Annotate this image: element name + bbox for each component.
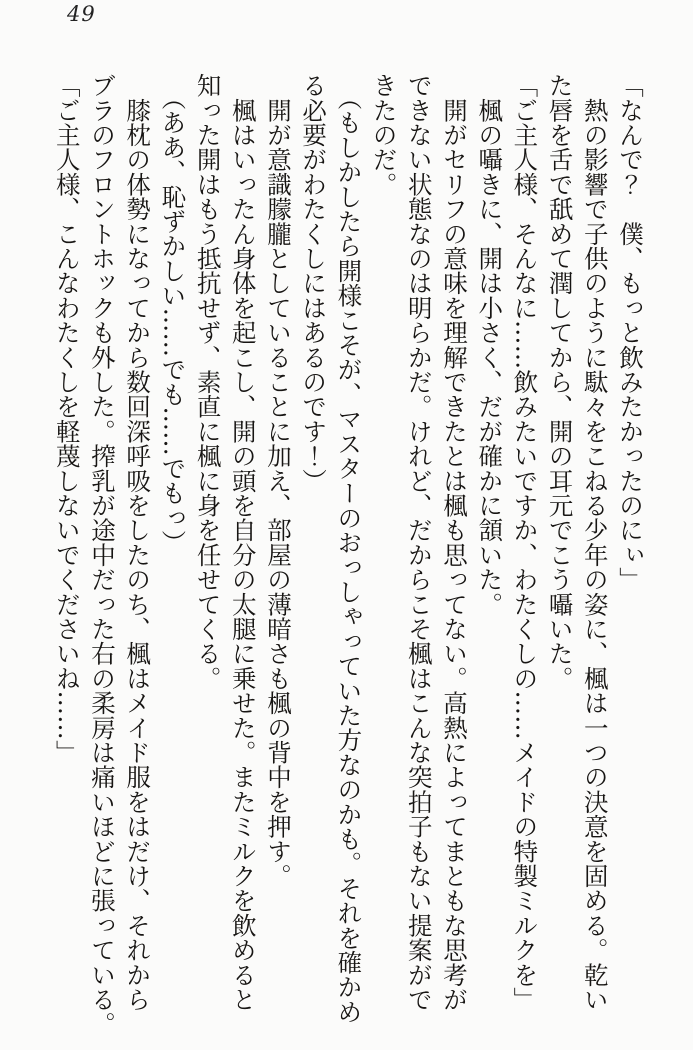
text-line: 「ご主人様、こんなわたくしを軽蔑しないでくださいね……」 xyxy=(52,73,82,765)
text-line: 楓の囁きに、開は小さく、だが確かに頷いた。 xyxy=(475,73,505,617)
text-line: 「なんで？ 僕、もっと飲みたかったのにぃ」 xyxy=(616,73,645,592)
text-line: 「ご主人様、そんなに……飲みたいですか、わたくしの……メイドの特製ミルクを」 xyxy=(510,73,540,1012)
text-line: 楓はいったん身体を起こし、開の頭を自分の太腿に乗せた。またミルクを飲めると xyxy=(228,73,258,1012)
text-line: 開が意識朦朧としていることに加え、部屋の薄暗さも楓の背中を押す。 xyxy=(263,73,293,889)
text-line: た唇を舌で舐めて潤してから、開の耳元でこう囁いた。 xyxy=(545,73,575,691)
text-line: る必要がわたくしにはあるのです！） xyxy=(299,73,329,493)
page-number: 49 xyxy=(67,2,96,26)
text-line: （もしかしたら開様こそが、マスターのおっしゃっていた方なのかも。それを確かめ xyxy=(334,73,364,1025)
vertical-text-block xyxy=(50,73,648,1039)
text-line: きたのだ。 xyxy=(369,73,399,197)
text-line: 知った開はもう抵抗せず、素直に楓に身を任せてくる。 xyxy=(193,73,223,691)
text-line: ブラのフロントホックも外した。搾乳が途中だった右の柔房は痛いほどに張っている。 xyxy=(87,73,117,1037)
text-line: 開がセリフの意味を理解できたとは楓も思ってない。高熱によってまともな思考が xyxy=(439,73,469,1012)
text-line: 膝枕の体勢になってから数回深呼吸をしたのち、楓はメイド服をはだけ、それから xyxy=(123,73,153,1012)
text-line: できない状態なのは明らかだ。けれど、だからこそ楓はこんな突拍子もない提案がで xyxy=(404,73,434,1012)
text-line: （ああ、恥ずかしい……でも……でもっ） xyxy=(158,73,188,555)
text-line: 熱の影響で子供のように駄々をこねる少年の姿に、楓は一つの決意を固める。乾い xyxy=(580,73,610,1012)
